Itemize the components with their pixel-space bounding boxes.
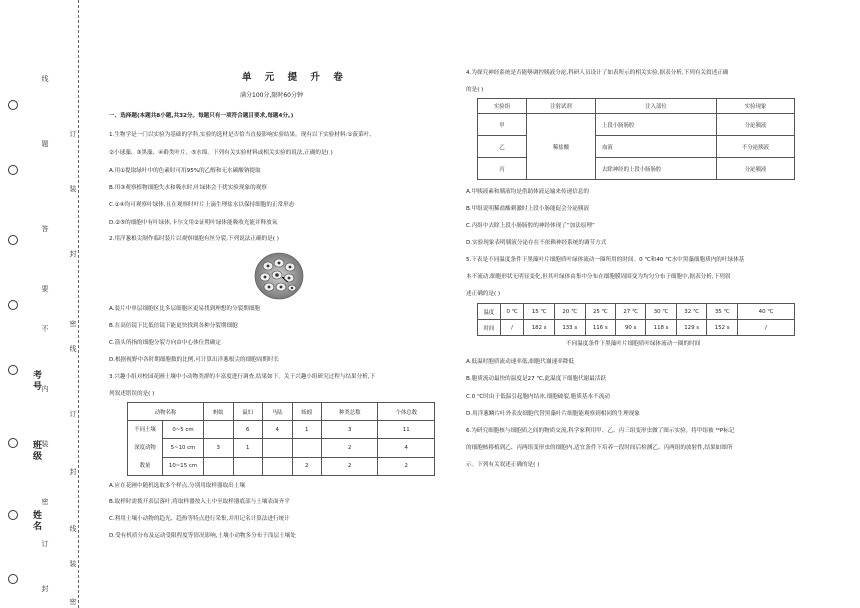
q2-option: B.在高倍镜下比低倍镜下能更快找到各种分裂期细胞	[109, 323, 238, 329]
field-banji: 班级	[31, 440, 41, 462]
q5-table	[477, 303, 795, 336]
q3-cell: 1	[233, 439, 263, 457]
q5-line: 述正确的是( )	[466, 291, 501, 297]
q4-cell: 分泌胰液	[717, 114, 795, 136]
q5-cell: 118 s	[646, 320, 677, 336]
q3-cell: 11	[378, 421, 435, 439]
binding-char: 题	[41, 140, 49, 148]
page-subtitle: 满分100分,限时60分钟	[240, 92, 303, 99]
binding-char: 装	[41, 440, 49, 448]
q5-cell: 35 ℃	[707, 304, 738, 320]
q1-option: A.用①提取绿叶中的色素时可用95%的乙醇和无水碳酸钠提取	[109, 168, 261, 174]
binding-char: 订	[69, 410, 77, 418]
page-title: 单 元 提 升 卷	[242, 72, 348, 83]
q1-option: C.①④均可观察叶绿体,且在观察时叶片上滴生理盐水以保持细胞的正常形态	[109, 202, 295, 208]
q4-option: A.甲胰液素和胰液均是借助体液运输来传递信息的	[466, 189, 589, 195]
q3-cell: 1	[292, 421, 322, 439]
q5-option: C.0 ℃时由于低温引起胞内结冰,细胞破裂,胞质基本不流动	[466, 394, 610, 400]
q3-header: 动物名称	[128, 403, 204, 421]
binding-char: 线	[69, 345, 77, 353]
binding-char: 答	[41, 225, 49, 233]
q5-cell: 40 ℃	[738, 304, 795, 320]
binding-char: 线	[69, 525, 77, 533]
q4-reagent: 稀盐酸	[527, 114, 596, 180]
q3-header: 鼠妇	[233, 403, 263, 421]
q1-line: 1.生物学是一门以实验为基础的学科,实验的选材是否恰当直接影响实验结果。现有以下实验材料:①菠菜叶、	[109, 132, 375, 138]
q4-cell: 不分泌胰液	[717, 136, 795, 158]
q2-option: C.箭头所指的细胞分裂方向由中心体位置确定	[109, 340, 221, 346]
q6-line: 6.为研究细胞核与细胞质之间的物质交流,科学家利用甲、乙、丙三组变形虫做了图示实验。将甲组被 ³²P标记	[466, 428, 735, 434]
binding-char: 封	[69, 468, 77, 476]
q5-cell: 15 ℃	[524, 304, 555, 320]
q5-cell: 133 s	[554, 320, 585, 336]
q3-cell: 5~10 cm	[163, 439, 204, 457]
q5-cell: 温度	[478, 304, 501, 320]
binding-char: 订	[41, 540, 49, 548]
binding-char: 装	[69, 560, 77, 568]
q5-cell: 25 ℃	[585, 304, 616, 320]
q5-cell: 20 ℃	[554, 304, 585, 320]
q4-cell: 去除神经的上段小肠肠腔	[596, 158, 717, 180]
q3-group-label	[128, 421, 163, 476]
q4-cell: 丙	[478, 158, 527, 180]
q4-cell: 分泌胰液	[717, 158, 795, 180]
cell-micrograph-image	[254, 252, 304, 300]
q2-option: D.根据视野中各时期细胞数的比例,可计算出洋葱根尖的细胞周期时长	[109, 357, 280, 363]
q3-cell: 3	[322, 421, 378, 439]
q3-cell: 2	[292, 457, 322, 475]
q2-option: A.装片中单层细胞区比多层细胞区更易找到理想的分裂期细胞	[109, 306, 260, 312]
q3-header: 个体总数	[378, 403, 435, 421]
q4-cell: 甲	[478, 114, 527, 136]
q3-cell: 3	[204, 439, 234, 457]
q5-cell: /	[738, 320, 795, 336]
q3-line: 列叙述错误的是( )	[109, 391, 155, 397]
q5-cell: 0 ℃	[500, 304, 524, 320]
q3-cell: 4	[378, 439, 435, 457]
q4-table	[477, 98, 795, 180]
binding-char: 线	[41, 75, 49, 83]
q5-cell: 时间	[478, 320, 501, 336]
q3-cell	[263, 439, 293, 457]
q5-cell: 90 s	[616, 320, 646, 336]
q4-line: 4.为探究神经系统是否能够调控胰液分泌,科研人员设计了如表所示的相关实验,据表分析,下列有关叙述正确	[466, 70, 729, 76]
q5-cell: 27 ℃	[616, 304, 646, 320]
q3-cell: 6	[233, 421, 263, 439]
q1-option: B.用③观察植物细胞失水和吸水时,叶绿体会干扰实验现象的观察	[109, 185, 267, 191]
q4-cell: 乙	[478, 136, 527, 158]
q5-option: D.用洋葱鳞片叶外表皮细胞代替黑藻叶片细胞能观察到相同的生理现象	[466, 411, 640, 417]
q5-line: 5.下表是不同温度条件下黑藻叶片细胞质叶绿体流动一圈所用的时间。0 ℃和40 ℃水中黑藻细胞质内的叶绿体基	[466, 257, 745, 263]
q4-header: 实验组	[478, 99, 527, 114]
q3-cell	[233, 457, 263, 475]
q5-cell: 30 ℃	[646, 304, 677, 320]
q3-group-label-line: 深度动物	[134, 445, 156, 451]
binding-char: 封	[41, 585, 49, 593]
q5-option: A.低温时胞质流动速率低,细胞代谢速率降低	[466, 359, 574, 365]
binding-char: 装	[69, 185, 77, 193]
q3-option: B.取样时需拨开表层落叶,将取样器按入土中至取样器底部与土壤表面齐平	[109, 499, 290, 505]
binding-char: 密	[69, 320, 77, 328]
q4-header: 注射试剂	[527, 99, 596, 114]
q1-option: D.②⑤的细胞中有叶绿体,卡尔文用②证明叶绿体能吸收光能并释放氧	[109, 220, 278, 226]
field-kaohao: 考号	[31, 370, 41, 392]
binding-char: 不	[41, 325, 49, 333]
q5-caption: 不同温度条件下黑藻叶片细胞质叶绿体流动一圈的时间	[566, 341, 701, 347]
q3-line: 3.兴趣小组对校园花圃土壤中小动物类群的丰富度进行调查,结果如下。关于兴趣小组研究过程与结果分析,下	[109, 374, 376, 380]
binding-char: 密	[69, 598, 77, 606]
q4-line: 的是( )	[466, 87, 484, 93]
q4-header: 注入部位	[596, 99, 717, 114]
binding-hole	[8, 100, 18, 110]
q3-cell	[292, 439, 322, 457]
q3-cell: 10~15 cm	[163, 457, 204, 475]
q4-option: C.丙组中去除上段小肠肠腔的神经体现了“加法原理”	[466, 223, 595, 229]
q3-cell: 4	[263, 421, 293, 439]
q4-option: D.实验现象表明胰液分泌存在不依赖神经系统的调节方式	[466, 240, 607, 246]
binding-hole	[8, 574, 18, 584]
binding-char: 要	[41, 285, 49, 293]
q5-cell: 32 ℃	[676, 304, 707, 320]
q4-cell: 上段小肠肠腔	[596, 114, 717, 136]
q3-header: 蚂蚁	[204, 403, 234, 421]
q5-option: B.胞质流动最快的温度是27 ℃,此温度下细胞代谢最活跃	[466, 376, 607, 382]
q3-header: 种类总数	[322, 403, 378, 421]
q3-table	[127, 402, 435, 476]
q3-header: 马陆	[263, 403, 293, 421]
binding-char: 密	[41, 498, 49, 506]
binding-hole	[8, 438, 18, 448]
q5-cell: 152 s	[707, 320, 738, 336]
binding-hole	[8, 510, 18, 520]
binding-hole	[8, 300, 18, 310]
q5-line: 本不流动,细胞形状无明显变化,但其叶绿体由集中分布在细胞膜周围变为均匀分布于细胞中,据表分析,下列叙	[466, 274, 731, 280]
q6-line: 的细胞核移植到乙、丙两组变形虫的细胞内,适宜条件下培养一段时间后检测乙、丙两组的放射性,结果如图所	[466, 445, 733, 451]
q5-cell: 182 s	[524, 320, 555, 336]
field-xingming: 姓名	[31, 510, 41, 532]
q3-cell	[204, 421, 234, 439]
section-heading: 一、选择题(本题共8小题,共32分。每题只有一项符合题目要求,每题4分。)	[109, 113, 294, 119]
binding-char: 内	[41, 385, 49, 393]
q3-header: 蚯蚓	[292, 403, 322, 421]
binding-char: 订	[69, 130, 77, 138]
q5-cell: /	[500, 320, 524, 336]
q4-header: 实验现象	[717, 99, 795, 114]
q3-cell	[263, 457, 293, 475]
binding-hole	[8, 235, 18, 245]
q3-cell	[204, 457, 234, 475]
binding-hole	[8, 365, 18, 375]
binding-hole	[8, 165, 18, 175]
q3-option: C.利用土壤小动物的趋光、趋热等特点进行采集,并用记名计算法进行统计	[109, 516, 290, 522]
q6-line: 示。下列有关叙述正确的是( )	[466, 462, 540, 468]
q3-option: D.受有机质分布及运动受限程度等情况影响,土壤小动物多分布于浅层土壤处	[109, 533, 296, 539]
q3-option: A.应在花圃中随机选取多个样点,分别用取样器取出土壤	[109, 483, 245, 489]
q5-cell: 129 s	[676, 320, 707, 336]
q2-stem: 2.用洋葱根尖制作临时装片以观察细胞有丝分裂,下列说法正确的是( )	[109, 236, 279, 242]
q4-cell: 血液	[596, 136, 717, 158]
q5-cell: 116 s	[585, 320, 616, 336]
q3-cell: 2	[378, 457, 435, 475]
binding-char: 封	[69, 250, 77, 258]
q3-cell: 2	[322, 439, 378, 457]
q3-cell: 2	[322, 457, 378, 475]
q3-group-label-line: 数量	[139, 463, 151, 469]
binding-line	[78, 0, 79, 608]
q3-cell: 0~5 cm	[163, 421, 204, 439]
q3-group-label-line: 不同土壤	[134, 427, 156, 433]
q4-option: B.甲组说明稀盐酸刺激时上段小肠能促会分泌胰液	[466, 206, 590, 212]
q1-line: ②小球藻、③黑藻、④藓类叶片、⑤水绵。下列有关实验材料或相关实验的说法,正确的是( )	[109, 150, 333, 156]
